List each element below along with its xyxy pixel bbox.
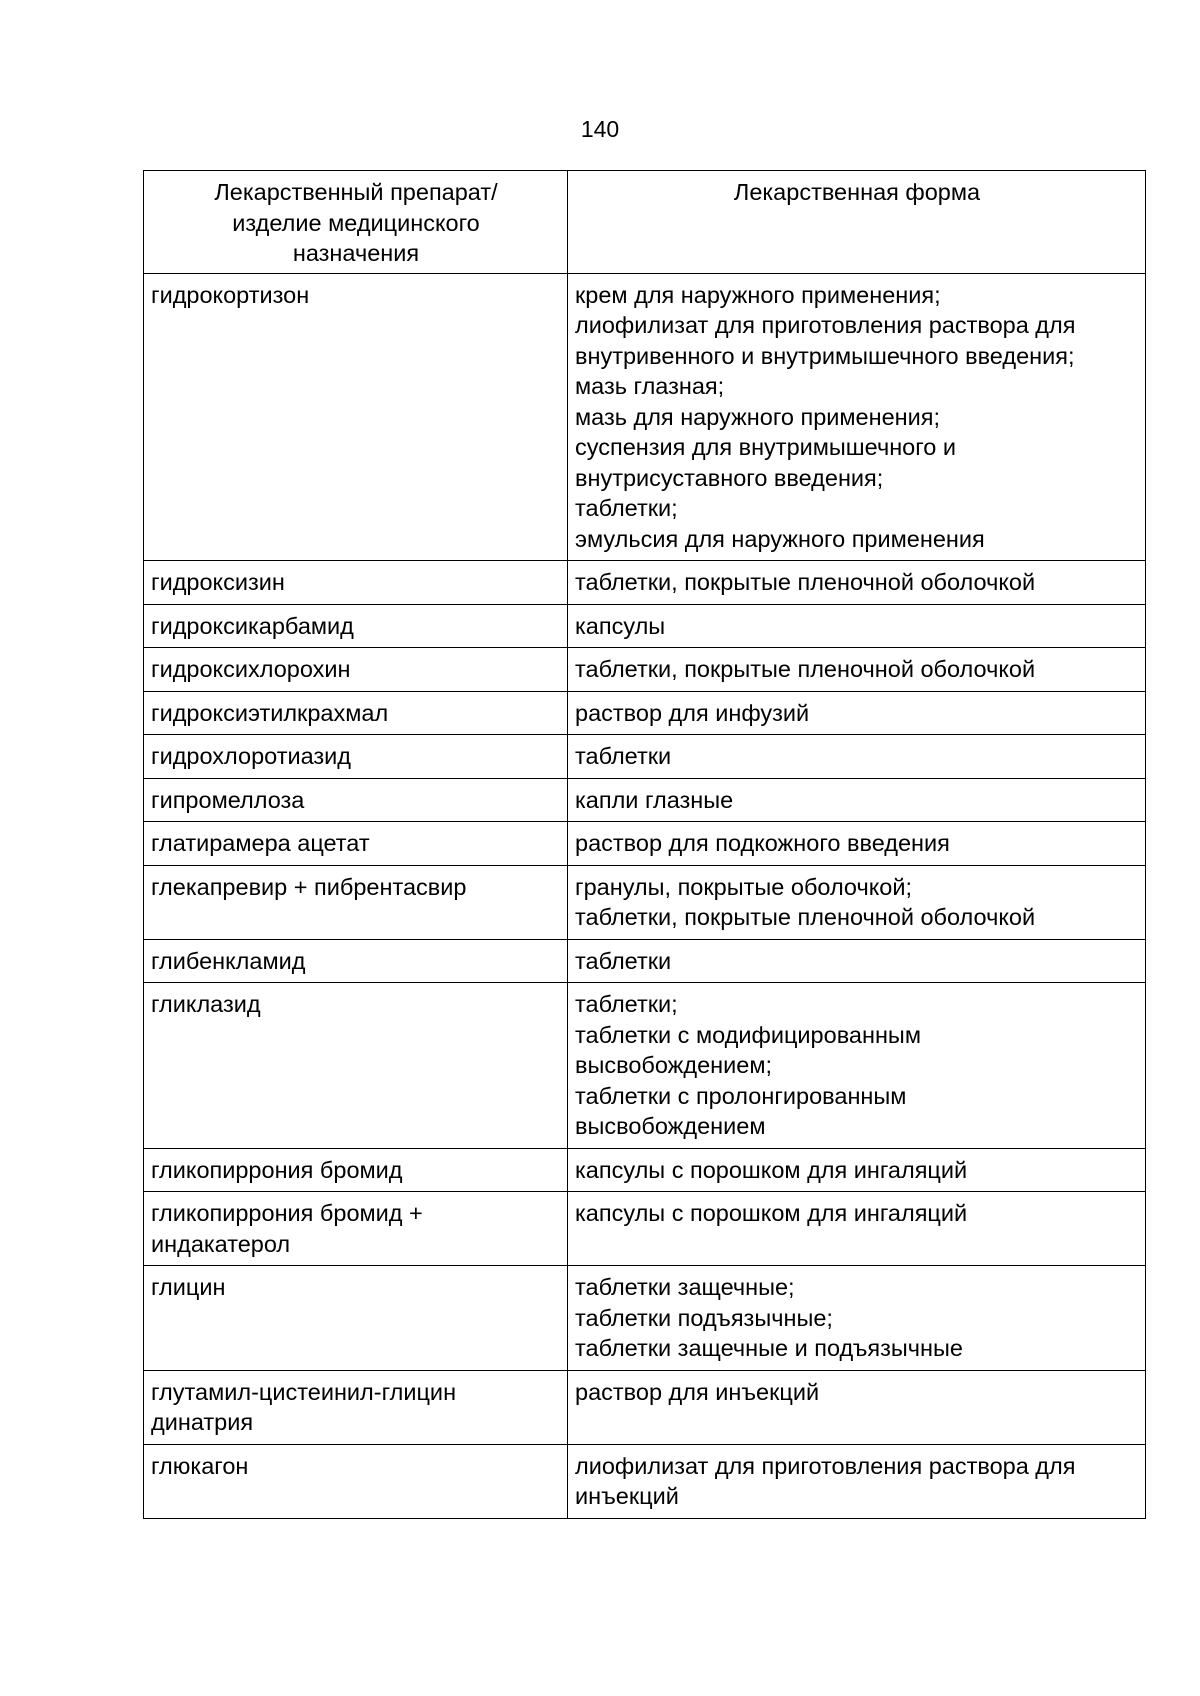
dosage-form-cell bbox=[568, 822, 1146, 866]
dosage-form-cell bbox=[568, 983, 1146, 1149]
cell-line: капсулы bbox=[575, 612, 666, 639]
cell-line: глибенкламид bbox=[151, 947, 306, 974]
cell-line: эмульсия для наружного применения bbox=[575, 525, 985, 552]
cell-line: гликопиррония бромид + bbox=[151, 1200, 423, 1226]
cell-line: таблетки, покрытые пленочной оболочкой bbox=[575, 569, 1036, 595]
cell-line: назначения bbox=[292, 240, 420, 266]
cell-line: капли глазные bbox=[575, 786, 734, 813]
table-row bbox=[144, 865, 1146, 939]
dosage-form-cell bbox=[568, 561, 1146, 605]
dosage-form-cell bbox=[568, 735, 1146, 779]
cell-line: таблетки; bbox=[575, 495, 678, 521]
drug-name-cell bbox=[144, 1444, 568, 1518]
cell-line: глицин bbox=[151, 1274, 226, 1300]
cell-line: гидроксиэтилкрахмал bbox=[151, 699, 389, 726]
header-form bbox=[568, 171, 1146, 274]
cell-line: таблетки защечные и подъязычные bbox=[575, 1335, 963, 1361]
table-row bbox=[144, 983, 1146, 1149]
dosage-form-cell bbox=[568, 1266, 1146, 1371]
cell-line: динатрия bbox=[151, 1409, 254, 1435]
cell-line: мазь глазная; bbox=[575, 373, 725, 399]
cell-line: внутривенного и внутримышечного введения; bbox=[575, 342, 1075, 369]
table-row bbox=[144, 1148, 1146, 1192]
table-row bbox=[144, 561, 1146, 605]
drug-name-cell bbox=[144, 822, 568, 866]
cell-line: лиофилизат для приготовления раствора для bbox=[575, 1452, 1076, 1479]
cell-line: глекапревир + пибрентасвир bbox=[151, 873, 467, 900]
cell-line: внутрисуставного введения; bbox=[575, 464, 884, 491]
table-row bbox=[144, 273, 1146, 561]
drug-name-cell bbox=[144, 939, 568, 983]
cell-line: гидроксикарбамид bbox=[151, 612, 354, 639]
cell-line: таблетки bbox=[575, 947, 672, 974]
cell-line: таблетки подъязычные; bbox=[575, 1304, 833, 1331]
cell-line: раствор для инъекций bbox=[575, 1378, 820, 1405]
cell-line: гликлазид bbox=[151, 991, 261, 1017]
table-row bbox=[144, 939, 1146, 983]
cell-line: таблетки, покрытые пленочной оболочкой bbox=[575, 904, 1036, 930]
drug-name-cell bbox=[144, 648, 568, 692]
cell-line: таблетки, покрытые пленочной оболочкой bbox=[575, 656, 1036, 682]
cell-line: глатирамера ацетат bbox=[151, 830, 370, 856]
cell-line: глутамил-цистеинил-глицин bbox=[151, 1378, 457, 1405]
table-row bbox=[144, 735, 1146, 779]
drug-name-cell bbox=[144, 1370, 568, 1444]
cell-line: Лекарственная форма bbox=[733, 179, 981, 205]
dosage-form-cell bbox=[568, 1148, 1146, 1192]
cell-line: мазь для наружного применения; bbox=[575, 403, 941, 430]
cell-line: суспензия для внутримышечного и bbox=[575, 434, 957, 460]
cell-line: капсулы с порошком для ингаляций bbox=[575, 1156, 968, 1183]
table-row bbox=[144, 1444, 1146, 1518]
cell-line: крем для наружного применения; bbox=[575, 281, 941, 308]
table-row bbox=[144, 1192, 1146, 1266]
cell-line: таблетки bbox=[575, 743, 672, 769]
cell-line: таблетки с модифицированным bbox=[575, 1021, 921, 1048]
table-body bbox=[144, 273, 1146, 1518]
cell-line: изделие медицинского bbox=[232, 209, 480, 236]
cell-line: инъекций bbox=[575, 1483, 679, 1509]
drug-name-cell bbox=[144, 561, 568, 605]
cell-line: индакатерол bbox=[151, 1230, 291, 1257]
dosage-form-cell bbox=[568, 691, 1146, 735]
drug-name-cell bbox=[144, 778, 568, 822]
drug-name-cell bbox=[144, 735, 568, 779]
cell-line: таблетки с пролонгированным bbox=[575, 1082, 907, 1109]
dosage-form-cell bbox=[568, 865, 1146, 939]
table-row bbox=[144, 691, 1146, 735]
table-row bbox=[144, 1370, 1146, 1444]
header-drug bbox=[144, 171, 568, 274]
cell-line: капсулы с порошком для ингаляций bbox=[575, 1200, 968, 1226]
drug-name-cell bbox=[144, 983, 568, 1149]
dosage-form-cell bbox=[568, 778, 1146, 822]
cell-line: гидрохлоротиазид bbox=[151, 743, 352, 769]
drug-name-cell bbox=[144, 604, 568, 648]
drug-name-cell bbox=[144, 691, 568, 735]
cell-line: гидроксизин bbox=[151, 569, 285, 595]
cell-line: таблетки; bbox=[575, 991, 678, 1017]
table-row bbox=[144, 648, 1146, 692]
drug-name-cell bbox=[144, 865, 568, 939]
cell-line: гидрокортизон bbox=[151, 281, 310, 308]
drug-name-cell bbox=[144, 1148, 568, 1192]
cell-line: глюкагон bbox=[151, 1452, 249, 1479]
table-row bbox=[144, 1266, 1146, 1371]
cell-line: высвобождением; bbox=[575, 1052, 773, 1078]
cell-line: Лекарственный препарат/ bbox=[214, 179, 498, 205]
dosage-form-cell bbox=[568, 604, 1146, 648]
drug-name-cell bbox=[144, 1192, 568, 1266]
cell-line: лиофилизат для приготовления раствора для bbox=[575, 312, 1076, 338]
dosage-form-cell bbox=[568, 648, 1146, 692]
page-number: 140 bbox=[580, 116, 620, 142]
table-row bbox=[144, 604, 1146, 648]
table-row bbox=[144, 778, 1146, 822]
drug-table bbox=[143, 170, 1146, 1519]
cell-line: раствор для подкожного введения bbox=[575, 830, 950, 856]
table-row bbox=[144, 822, 1146, 866]
cell-line: раствор для инфузий bbox=[575, 699, 810, 726]
table-header-row bbox=[144, 171, 1146, 274]
dosage-form-cell bbox=[568, 1444, 1146, 1518]
cell-line: гранулы, покрытые оболочкой; bbox=[575, 873, 912, 900]
dosage-form-cell bbox=[568, 1192, 1146, 1266]
dosage-form-cell bbox=[568, 939, 1146, 983]
dosage-form-cell bbox=[568, 273, 1146, 561]
drug-name-cell bbox=[144, 1266, 568, 1371]
cell-line: таблетки защечные; bbox=[575, 1274, 795, 1300]
drug-name-cell bbox=[144, 273, 568, 561]
cell-line: гликопиррония бромид bbox=[151, 1156, 403, 1183]
cell-line: гипромеллоза bbox=[151, 786, 305, 813]
cell-line: гидроксихлорохин bbox=[151, 656, 351, 682]
dosage-form-cell bbox=[568, 1370, 1146, 1444]
cell-line: высвобождением bbox=[575, 1113, 766, 1139]
